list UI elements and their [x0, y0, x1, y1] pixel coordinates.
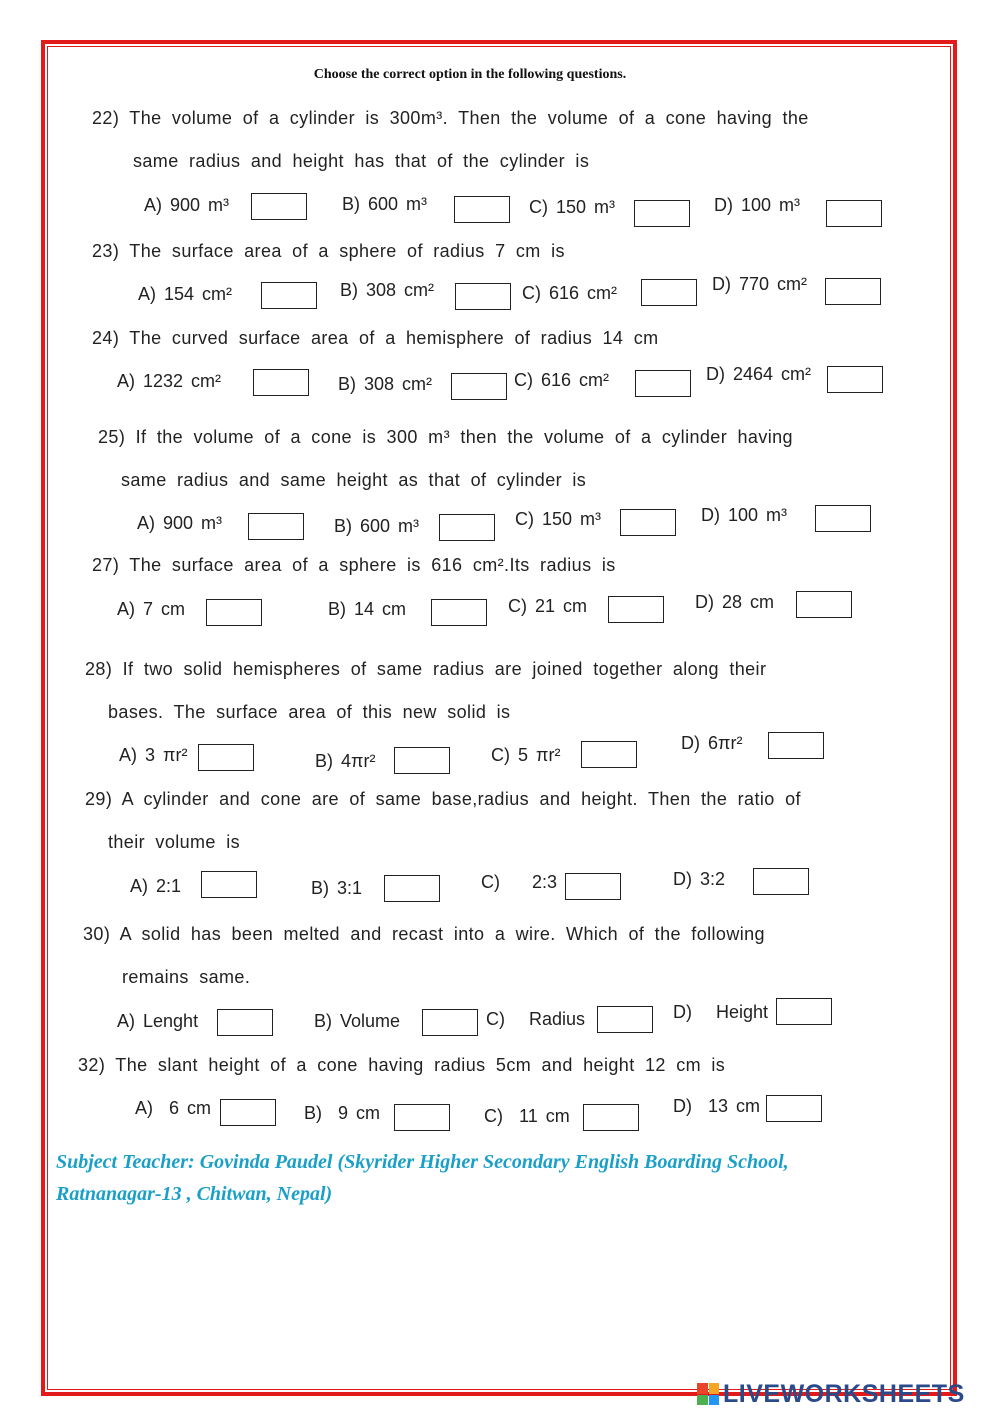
question-25: 25) If the volume of a cone is 300 m³ then the volume of a cylinder having: [98, 427, 793, 447]
q25-answer-box-c[interactable]: [620, 509, 676, 536]
teacher-credit-line2: Ratnanagar-13 , Chitwan, Nepal): [56, 1183, 333, 1205]
liveworksheets-logo: [697, 1379, 965, 1409]
q22-answer-box-d[interactable]: [826, 200, 882, 227]
q29-option-b: B) 3:1: [311, 878, 363, 898]
q27-option-b: B) 14 cm: [328, 599, 407, 619]
q24-answer-box-a[interactable]: [253, 369, 309, 396]
q25-option-a: A) 900 m³: [137, 513, 223, 533]
q29-option-d: D) 3:2: [673, 869, 726, 889]
q28-answer-box-d[interactable]: [768, 732, 824, 759]
q28-answer-box-c[interactable]: [581, 741, 637, 768]
teacher-credit-line1: Subject Teacher: Govinda Paudel (Skyrider Higher Secondary English Boarding School,: [56, 1151, 789, 1173]
q29-answer-box-c[interactable]: [565, 873, 621, 900]
q23-answer-box-c[interactable]: [641, 279, 697, 306]
q30-option-c: C) Radius: [486, 1009, 586, 1029]
q25-answer-box-d[interactable]: [815, 505, 871, 532]
q27-option-d: D) 28 cm: [695, 592, 775, 612]
question-24: 24) The curved surface area of a hemisphere of radius 14 cm: [92, 328, 659, 348]
instructions-heading: Choose the correct option in the following questions.: [313, 67, 627, 82]
q25-option-c: C) 150 m³: [515, 509, 602, 529]
q23-option-d: D) 770 cm²: [712, 274, 808, 294]
q22-option-b: B) 600 m³: [342, 194, 428, 214]
q24-option-a: A) 1232 cm²: [117, 371, 222, 391]
q27-option-c: C) 21 cm: [508, 596, 588, 616]
q27-answer-box-a[interactable]: [206, 599, 262, 626]
q22-answer-box-b[interactable]: [454, 196, 510, 223]
question-28: 28) If two solid hemispheres of same radius are joined together along their: [85, 659, 767, 679]
q24-answer-box-c[interactable]: [635, 370, 691, 397]
q22-option-a: A) 900 m³: [144, 195, 230, 215]
q24-option-d: D) 2464 cm²: [706, 364, 812, 384]
q32-option-d: D) 13 cm: [673, 1096, 761, 1116]
q32-option-a: A) 6 cm: [135, 1098, 212, 1118]
question-32: 32) The slant height of a cone having radius 5cm and height 12 cm is: [78, 1055, 726, 1075]
q28-option-d: D) 6πr²: [681, 733, 743, 753]
q32-answer-box-a[interactable]: [220, 1099, 276, 1126]
q30-answer-box-d[interactable]: [776, 998, 832, 1025]
q24-answer-box-b[interactable]: [451, 373, 507, 400]
question-29-line2: their volume is: [108, 832, 241, 852]
q28-option-c: C) 5 πr²: [491, 745, 561, 765]
q24-answer-box-d[interactable]: [827, 366, 883, 393]
question-30: 30) A solid has been melted and recast into a wire. Which of the following: [83, 924, 765, 944]
q30-answer-box-b[interactable]: [422, 1009, 478, 1036]
question-29: 29) A cylinder and cone are of same base,radius and height. Then the ratio of: [85, 789, 801, 809]
question-25-line2: same radius and same height as that of cylinder is: [121, 470, 587, 490]
q29-option-a: A) 2:1: [130, 876, 182, 896]
question-28-line2: bases. The surface area of this new solid is: [108, 702, 511, 722]
q29-option-c: C) 2:3: [481, 872, 558, 892]
q30-answer-box-a[interactable]: [217, 1009, 273, 1036]
question-22: 22) The volume of a cylinder is 300m³. Then the volume of a cone having the: [92, 108, 809, 128]
question-23: 23) The surface area of a sphere of radius 7 cm is: [92, 241, 565, 261]
q29-answer-box-b[interactable]: [384, 875, 440, 902]
q25-option-b: B) 600 m³: [334, 516, 420, 536]
q32-option-c: C) 11 cm: [484, 1106, 570, 1126]
liveworksheets-logo-icon: [697, 1383, 719, 1405]
q24-option-b: B) 308 cm²: [338, 374, 433, 394]
q25-answer-box-b[interactable]: [439, 514, 495, 541]
q32-answer-box-c[interactable]: [583, 1104, 639, 1131]
q22-option-d: D) 100 m³: [714, 195, 801, 215]
q22-answer-box-a[interactable]: [251, 193, 307, 220]
q29-answer-box-d[interactable]: [753, 868, 809, 895]
q27-answer-box-b[interactable]: [431, 599, 487, 626]
question-30-line2: remains same.: [122, 967, 251, 987]
q25-answer-box-a[interactable]: [248, 513, 304, 540]
q23-option-b: B) 308 cm²: [340, 280, 435, 300]
q28-option-a: A) 3 πr²: [119, 745, 188, 765]
q27-answer-box-d[interactable]: [796, 591, 852, 618]
q23-option-a: A) 154 cm²: [138, 284, 233, 304]
q23-answer-box-b[interactable]: [455, 283, 511, 310]
q32-answer-box-d[interactable]: [766, 1095, 822, 1122]
q28-answer-box-b[interactable]: [394, 747, 450, 774]
q30-option-d: D) Height: [673, 1002, 769, 1022]
question-22-line2: same radius and height has that of the cylinder is: [133, 151, 590, 171]
q32-answer-box-b[interactable]: [394, 1104, 450, 1131]
q30-option-a: A) Lenght: [117, 1011, 199, 1031]
q25-option-d: D) 100 m³: [701, 505, 788, 525]
q23-option-c: C) 616 cm²: [522, 283, 618, 303]
q23-answer-box-a[interactable]: [261, 282, 317, 309]
question-27: 27) The surface area of a sphere is 616 cm².Its radius is: [92, 555, 616, 575]
q22-option-c: C) 150 m³: [529, 197, 616, 217]
q23-answer-box-d[interactable]: [825, 278, 881, 305]
q27-answer-box-c[interactable]: [608, 596, 664, 623]
q27-option-a: A) 7 cm: [117, 599, 186, 619]
q29-answer-box-a[interactable]: [201, 871, 257, 898]
q30-option-b: B) Volume: [314, 1011, 401, 1031]
liveworksheets-logo-text: LIVEWORKSHEETS: [723, 1379, 965, 1408]
q32-option-b: B) 9 cm: [304, 1103, 381, 1123]
q22-answer-box-c[interactable]: [634, 200, 690, 227]
q28-answer-box-a[interactable]: [198, 744, 254, 771]
q28-option-b: B) 4πr²: [315, 751, 376, 771]
q24-option-c: C) 616 cm²: [514, 370, 610, 390]
q30-answer-box-c[interactable]: [597, 1006, 653, 1033]
